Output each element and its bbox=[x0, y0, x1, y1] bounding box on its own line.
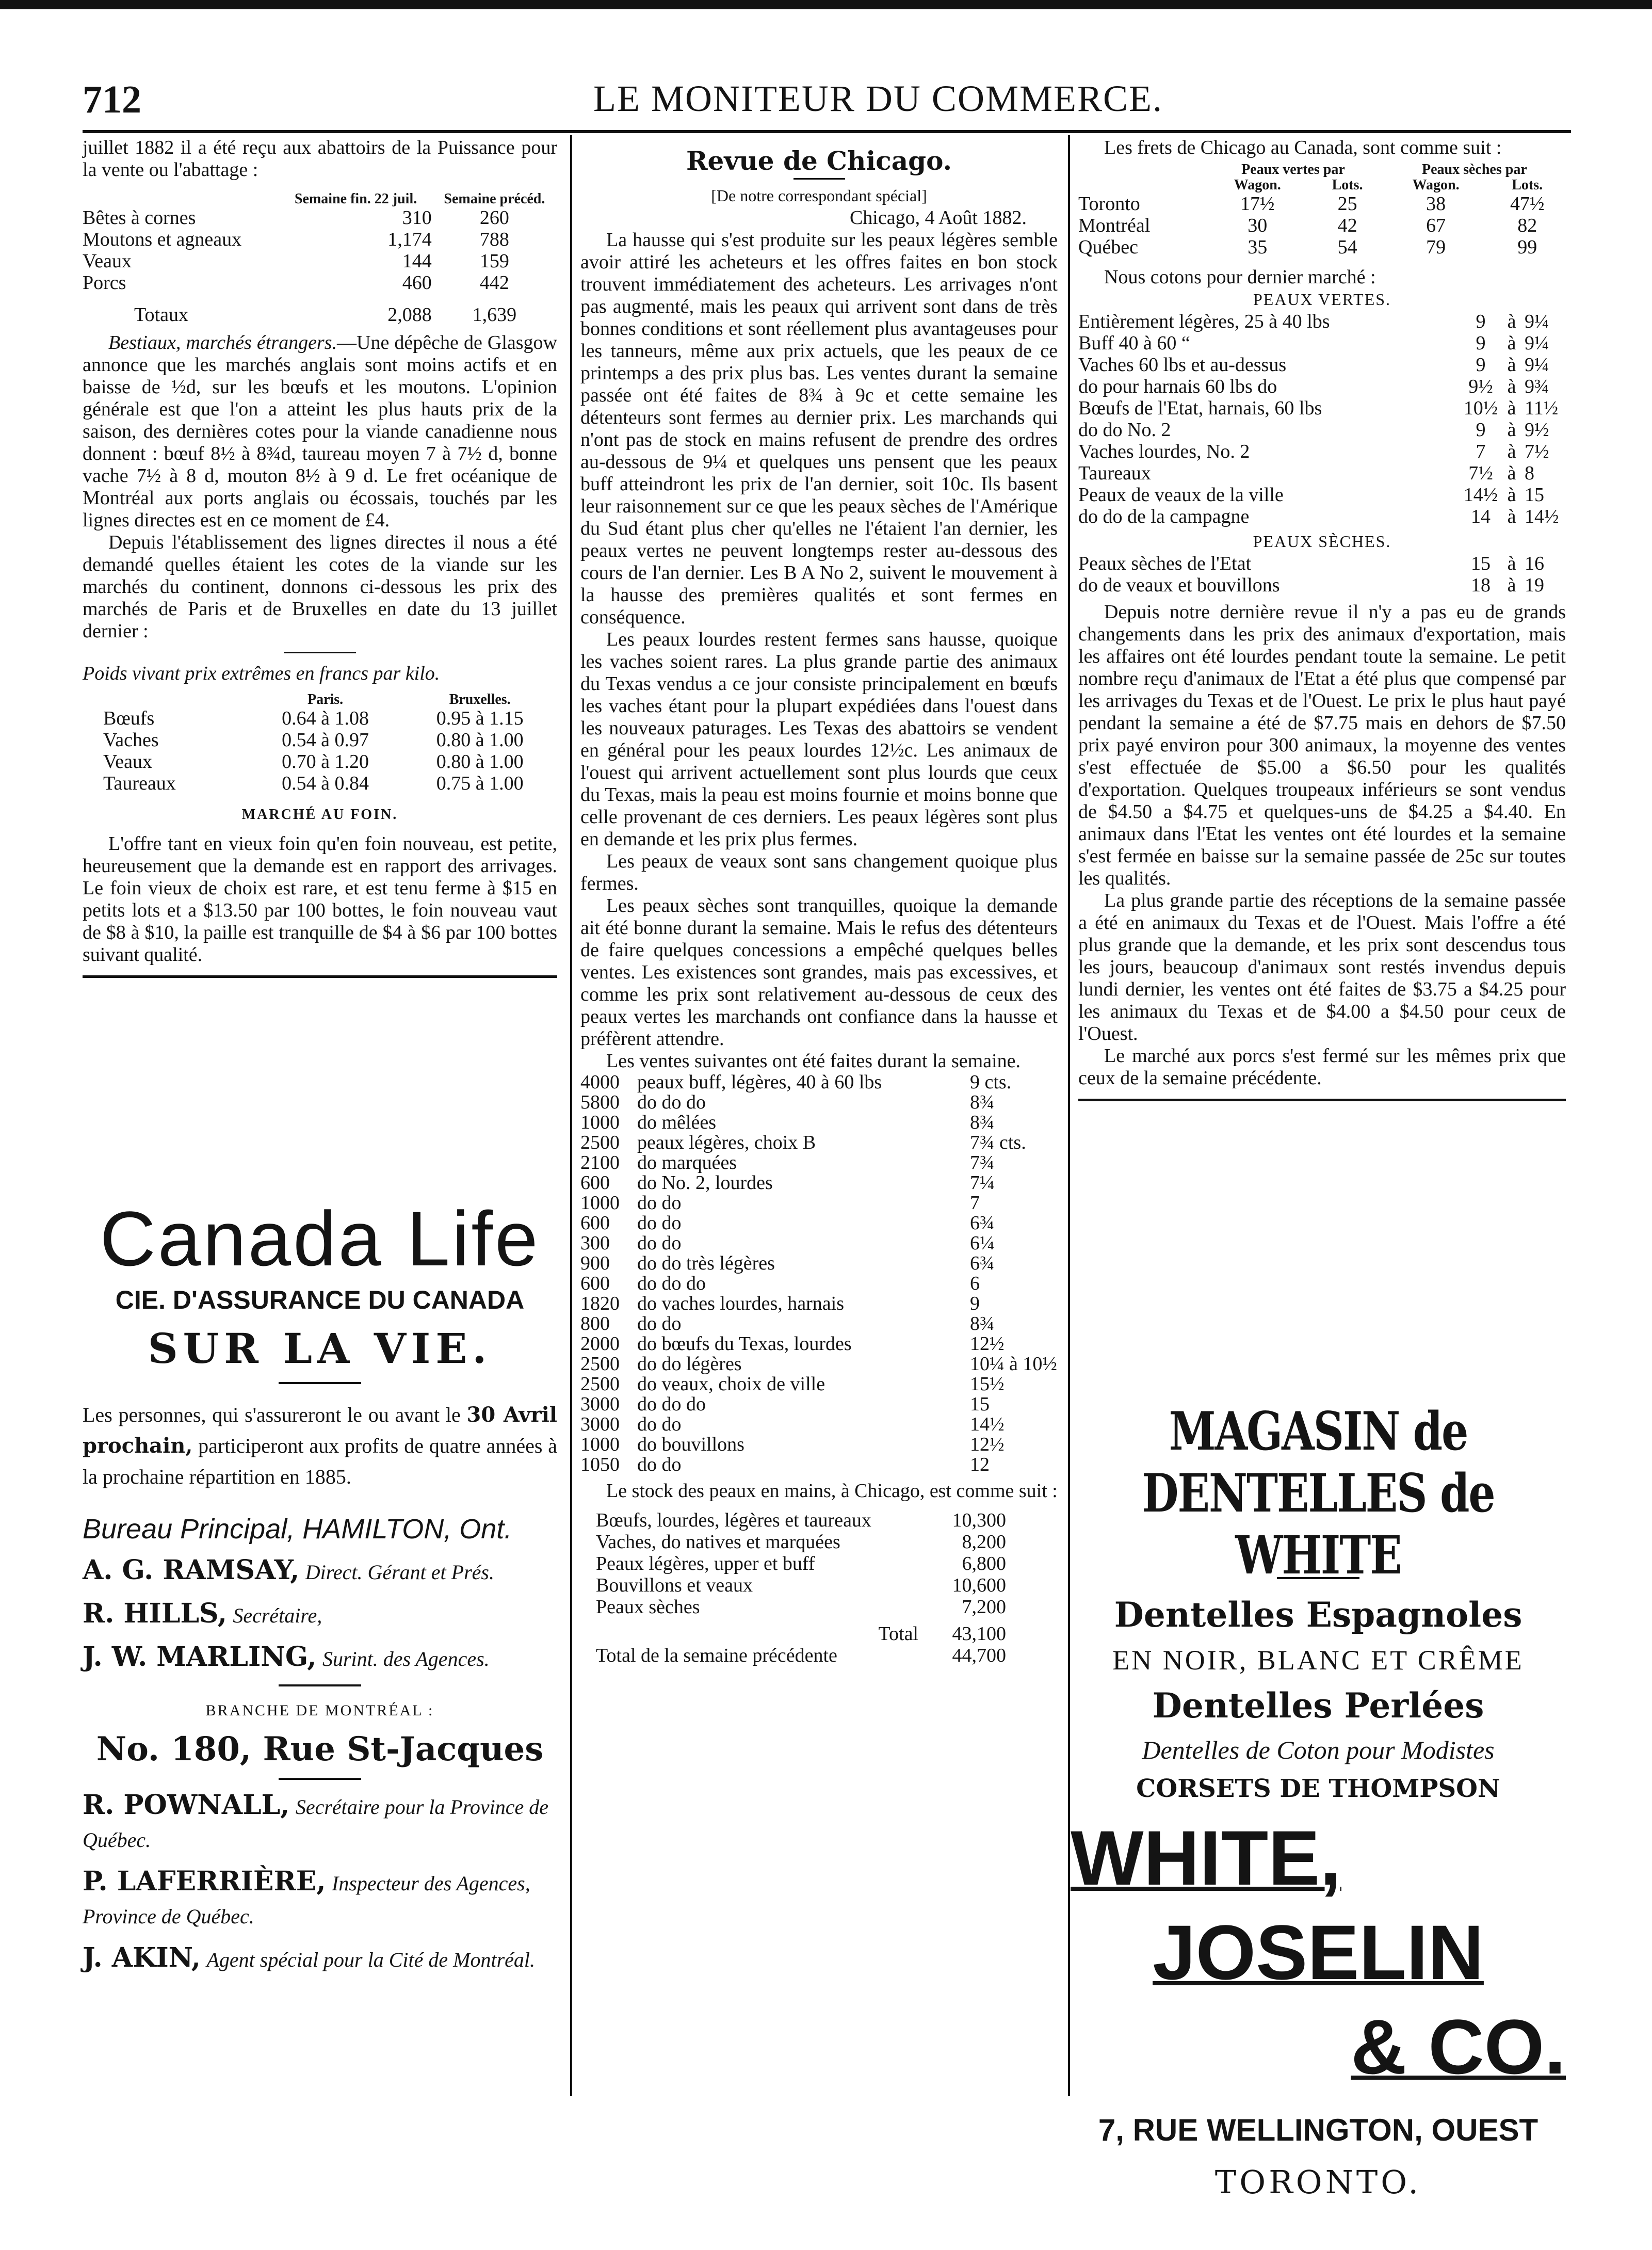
col2-para: La hausse qui s'est produite sur les peaux légères semble avoir attiré les acheteurs et les offres faites en bon stock trouvent immédiatement des acheteurs. Les arrivages n'ont pas augmenté, mais les peaux qui arrivent sont dans de très bonnes conditions et sont réellement plus avantageuses pour les tanneurs, même aux prix actuels, que les peaux de ce printemps a des prix plus bas. Les ventes durant la semaine passée ont été faites de 8¾ à 9c et cette semaine les détenteurs sont fermes au dernier prix. Les marchands qui n'ont pas de stock en mains refusent de prendre des ordres au-dessous de 9¼ et quelques uns pensent que les peaux buff atteindront les prix de l'an dernier, soit 10c. Ils basent leur raisonnement sur ce que les peaux sèches de l'Amérique du Sud étant plus cher qu'elles ne l'étaient l'an dernier, les peaux vertes ne peuvent longtemps rester au-dessous des cours de l'an dernier. Les B A No 2, suivent le mouvement à la hausse des premières qualités et sont fermes en conséquence. bbox=[580, 229, 1058, 628]
table-total-row: Total 43,100 bbox=[878, 1623, 1006, 1645]
table-row: Moutons et agneaux 1,174 788 bbox=[83, 229, 509, 250]
table-row: 1050 do do 12 bbox=[580, 1454, 990, 1475]
col2-para: Les peaux sèches sont tranquilles, quoique la demande ait été bonne durant la semaine. Mais le refus des détenteurs de faire quelques concessions a empêché quelques belles ventes. Les existences sont grandes, mais pas excessives, et comme les prix sont relativement au-dessous de ceux des peaux vertes les marchands ont confiance dans la hausse et préfèrent attendre. bbox=[580, 895, 1058, 1050]
table-row: Peaux sèches 7,200 bbox=[596, 1596, 1006, 1618]
col3-para: La plus grande partie des réceptions de la semaine passée a été en animaux du Texas et de l'Ouest. Mais l'offre a été plus grande que la demande, et les prix sont descendus tous les jours, beaucoup d'animaux sont restés invendus depuis lundi dernier, les ventes ont été faites de $3.75 a $4.25 pour les animaux du Texas et de $4.00 a $4.50 pour ceux de l'Ouest. bbox=[1078, 890, 1566, 1044]
range-separator: à bbox=[1507, 462, 1516, 484]
table-row: 1000 do do 7 bbox=[580, 1192, 980, 1214]
table-row: Porcs 460 442 bbox=[83, 272, 509, 294]
table-row: 1820 do vaches lourdes, harnais 9 bbox=[580, 1293, 980, 1314]
ad-white-line: Dentelles Perlées bbox=[1152, 1685, 1484, 1726]
price-table bbox=[83, 692, 557, 794]
table-row: 600 do do do 6 bbox=[580, 1273, 980, 1294]
ad-white-line: Dentelles de Coton pour Modistes bbox=[1142, 1735, 1495, 1764]
ad-canada-subtitle: CIE. D'ASSURANCE DU CANADA bbox=[115, 1285, 525, 1314]
range-separator: à bbox=[1507, 332, 1516, 354]
table-row: Peaux légères, upper et buff 6,800 bbox=[596, 1553, 1006, 1574]
table-row: 2000 do bœufs du Texas, lourdes 12½ bbox=[580, 1333, 1005, 1355]
ad-canada-branch: BRANCHE DE MONTRÉAL : bbox=[205, 1702, 434, 1719]
table-row: Peaux de veaux de la ville 14½ à 15 bbox=[1078, 484, 1544, 506]
ad-white-address: 7, RUE WELLINGTON, OUEST bbox=[1098, 2113, 1538, 2147]
range-separator: à bbox=[1507, 376, 1516, 397]
page-number: 712 bbox=[83, 78, 141, 121]
vertes-title: PEAUX VERTES. bbox=[1253, 290, 1391, 309]
ad-divider bbox=[279, 1684, 361, 1686]
col2-para: Les ventes suivantes ont été faites durant la semaine. bbox=[606, 1050, 1021, 1072]
frets-table: Peaux vertes par Peaux sèches par Wagon. Lots. Wagon. Lots. Toronto 17½ 25 38 47½ Montréal 30 42 67 82 Québec 35 54 79 99 bbox=[1078, 162, 1566, 258]
header-rule bbox=[83, 130, 1571, 133]
range-separator: à bbox=[1507, 574, 1516, 596]
table-row: Buff 40 à 60 “ 9 à 9¼ bbox=[1078, 332, 1549, 354]
column-2 bbox=[580, 146, 1058, 1666]
stock-table bbox=[83, 191, 557, 326]
seches-title: PEAUX SÈCHES. bbox=[1253, 532, 1391, 551]
frets-header-seches: Peaux sèches par bbox=[1422, 162, 1527, 178]
table-row: do de veaux et bouvillons 18 à 19 bbox=[1078, 574, 1544, 596]
col3-divider bbox=[1078, 1099, 1566, 1101]
table-row: Vaches lourdes, No. 2 7 à 7½ bbox=[1078, 441, 1549, 462]
ad-canada-subtitle2: SUR LA VIE. bbox=[148, 1324, 492, 1373]
ad-white-line: EN NOIR, BLANC ET CRÊME bbox=[1112, 1645, 1524, 1676]
range-separator: à bbox=[1507, 419, 1516, 441]
table-row: 2500 peaux légères, choix B 7¾ cts. bbox=[580, 1132, 1026, 1153]
stock-header-current: Semaine fin. 22 juil. bbox=[294, 191, 417, 207]
ad-person: R. HILLS, Secrétaire, bbox=[83, 1598, 322, 1629]
table-row: Bouvillons et veaux 10,600 bbox=[596, 1574, 1006, 1596]
short-divider bbox=[284, 652, 356, 653]
price-title: Poids vivant prix extrêmes en francs par kilo. bbox=[83, 663, 440, 684]
table-row: Bêtes à cornes 310 260 bbox=[83, 207, 509, 229]
hides-stock-table bbox=[580, 1509, 1058, 1618]
table-row: Bœufs 0.64 à 1.08 0.95 à 1.15 bbox=[103, 708, 524, 729]
ad-person: J. W. MARLING, Surint. des Agences. bbox=[83, 1641, 490, 1673]
ad-person: A. G. RAMSAY, Direct. Gérant et Prés. bbox=[83, 1554, 494, 1586]
table-row: Vaches 0.54 à 0.97 0.80 à 1.00 bbox=[103, 729, 524, 751]
col2-para: Les peaux lourdes restent fermes sans hausse, quoique les vaches soient rares. La plus grande partie des animaux du Texas vendus a ce jour consiste principalement en bœufs les vaches étant pour la plupart expédiées dans l'ouest dans les nouveaux paturages. Les Texas des abattoirs se vendent en général pour les peaux lourdes 12½c. Les animaux de l'ouest qui arrivent actuellement sont plus lourds que ceux du Texas, mais la peau est moins fournie et moins bonne que celle provenant de ces derniers. Les peaux légères sont plus en demande et les prix plus fermes. bbox=[580, 629, 1058, 850]
sales-table bbox=[580, 1072, 1058, 1475]
range-separator: à bbox=[1507, 553, 1516, 574]
table-row: Vaches, do natives et marquées 8,200 bbox=[596, 1531, 1006, 1553]
table-row: 900 do do très légères 6¾ bbox=[580, 1252, 995, 1274]
ad-white-name: & CO. bbox=[1351, 2003, 1566, 2090]
table-row: Québec 35 54 79 99 bbox=[1078, 236, 1537, 258]
top-border bbox=[0, 0, 1652, 9]
range-separator: à bbox=[1507, 311, 1516, 332]
table-row: 4000 peaux buff, légères, 40 à 60 lbs 9 cts. bbox=[580, 1071, 1012, 1093]
ad-white-name: JOSELIN bbox=[1153, 1909, 1484, 1996]
col1-para-1: Bestiaux, marchés étrangers.—Une dépêche de Glasgow annonce que les marchés anglais sont moins actifs et en baisse de ½d, sur les bœufs et les moutons. L'opinion générale est que l'on a atteint les plus hauts prix de la saison, des dernières cotes pour la viande canadienne nous donnent : bœuf 8½ à 8¾d, taureau moyen 7 à 7½ d, bonne vache 7½ à 8 d, mouton 8½ à 9 d. Le fret océanique de Montréal aux ports anglais ou écossais, touchés par les lignes directes est en ce moment de £4. bbox=[83, 332, 557, 531]
stock-intro: Le stock des peaux en mains, à Chicago, est comme suit : bbox=[606, 1480, 1058, 1502]
table-row: 5800 do do do 8¾ bbox=[580, 1091, 995, 1113]
column-rule-1 bbox=[570, 135, 572, 2096]
ad-person: R. POWNALL, Secrétaire pour la Province de Québec. bbox=[83, 1789, 549, 1852]
table-row: Veaux 0.70 à 1.20 0.80 à 1.00 bbox=[103, 751, 524, 773]
col2-para: Les peaux de veaux sont sans changement quoique plus fermes. bbox=[580, 850, 1058, 894]
range-separator: à bbox=[1507, 506, 1516, 527]
table-row: Toronto 17½ 25 38 47½ bbox=[1078, 193, 1545, 215]
table-row: Veaux 144 159 bbox=[83, 250, 509, 272]
ad-person: J. AKIN, Agent spécial pour la Cité de Montréal. bbox=[83, 1942, 536, 1973]
table-row: do do de la campagne 14 à 14½ bbox=[1078, 506, 1559, 527]
table-row: Entièrement légères, 25 à 40 lbs 9 à 9¼ bbox=[1078, 311, 1549, 332]
ad-white-joselin bbox=[1071, 1401, 1566, 2201]
table-row: Taureaux 0.54 à 0.84 0.75 à 1.00 bbox=[103, 773, 524, 794]
col1-para-2: Depuis l'établissement des lignes directes il nous a été demandé quelles étaient les cotes de la viande sur les marchés du continent, donnons ci-dessous les prix des marchés de Paris et de Bruxelles en date du 13 juillet dernier : bbox=[83, 532, 557, 642]
table-row: Bœufs, lourdes, légères et taureaux 10,300 bbox=[596, 1509, 1006, 1531]
ad-divider bbox=[279, 1778, 361, 1780]
ad-person: P. LAFERRIÈRE, Inspecteur des Agences, Province de Québec. bbox=[83, 1866, 530, 1928]
table-row: 3000 do do do 15 bbox=[580, 1393, 990, 1415]
article-title: Revue de Chicago. bbox=[686, 146, 952, 176]
article-byline: [De notre correspondant spécial] bbox=[711, 186, 927, 205]
table-row: 300 do do 6¼ bbox=[580, 1232, 995, 1254]
range-separator: à bbox=[1507, 441, 1516, 462]
stock-header-previous: Semaine précéd. bbox=[444, 191, 545, 207]
col3-para: Depuis notre dernière revue il n'y a pas eu de grands changements dans les prix des animaux d'exportation, mais les affaires ont été lourdes pendant toute la semaine. Le petit nombre reçu d'animaux de l'Etat a été plus que compensé par les arrivages du Texas et de l'Ouest. Le prix le plus haut payé pendant la semaine a été de $7.75 mais en dehors de $7.50 prix payé environ pour 300 animaux, la moyenne des ventes s'est effectuée de $5.00 a $6.50 pour les qualités d'exportation. Quelques troupeaux inférieurs se sont vendus de $4.50 a $4.75 et quelques-uns de $4.25 a $4.40. En animaux dans l'Etat les ventes ont été lourdes et la semaine s'est fermée en baisse sur la semaine passée de 25c sur toutes les qualités. bbox=[1078, 601, 1566, 889]
column-rule-2 bbox=[1068, 135, 1070, 2096]
ad-canada-bureau: Bureau Principal, HAMILTON, Ont. bbox=[83, 1514, 512, 1545]
table-row: 1000 do bouvillons 12½ bbox=[580, 1434, 1005, 1455]
table-row: 2100 do marquées 7¾ bbox=[580, 1152, 995, 1174]
frets-intro: Les frets de Chicago au Canada, sont comme suit : bbox=[1104, 137, 1502, 158]
table-row: do do No. 2 9 à 9½ bbox=[1078, 419, 1549, 441]
table-row: Bœufs de l'Etat, harnais, 60 lbs 10½ à 11½ bbox=[1078, 397, 1559, 419]
table-row: Vaches 60 lbs et au-dessus 9 à 9¼ bbox=[1078, 354, 1549, 376]
frets-header-vertes: Peaux vertes par bbox=[1241, 162, 1345, 178]
ad-canada-address: No. 180, Rue St-Jacques bbox=[96, 1730, 544, 1769]
table-total-row: Total de la semaine précédente 44,700 bbox=[596, 1645, 1006, 1666]
ad-divider bbox=[279, 1382, 361, 1384]
range-separator: à bbox=[1507, 484, 1516, 506]
column-1 bbox=[83, 137, 557, 987]
table-row: Montréal 30 42 67 82 bbox=[1078, 215, 1537, 236]
title-divider bbox=[793, 178, 845, 180]
col3-para: Le marché aux porcs s'est fermé sur les mêmes prix que ceux de la semaine précédente. bbox=[1078, 1045, 1566, 1089]
ad-white-line: Dentelles Espagnoles bbox=[1114, 1595, 1523, 1635]
table-row: Taureaux 7½ à 8 bbox=[1078, 462, 1534, 484]
ad-canada-text: Les personnes, qui s'assureront le ou avant le 30 Avril prochain, participeront aux profits de quatre années à la prochaine répartition en 1885. bbox=[83, 1403, 557, 1488]
ad-canada-title: Canada Life bbox=[100, 1195, 540, 1282]
table-total-row: Totaux 2,088 1,639 bbox=[134, 304, 517, 326]
column-3 bbox=[1078, 137, 1566, 1111]
table-row: 1000 do mêlées 8¾ bbox=[580, 1112, 995, 1133]
range-separator: à bbox=[1507, 397, 1516, 419]
vertes-table bbox=[1078, 311, 1566, 527]
price-header-paris: Paris. bbox=[307, 692, 344, 708]
col1-divider bbox=[83, 975, 557, 978]
ad-white-city: TORONTO. bbox=[1214, 2163, 1422, 2201]
foin-title: MARCHÉ AU FOIN. bbox=[241, 807, 398, 823]
cotons-line: Nous cotons pour dernier marché : bbox=[1104, 266, 1376, 288]
table-row: 600 do No. 2, lourdes 7¼ bbox=[580, 1172, 995, 1194]
ad-white-name: WHITE, bbox=[1071, 1814, 1341, 1901]
table-row: 800 do do 8¾ bbox=[580, 1313, 995, 1335]
journal-title: LE MONITEUR DU COMMERCE. bbox=[593, 78, 1163, 119]
range-separator: à bbox=[1507, 354, 1516, 376]
page-header bbox=[0, 77, 1652, 134]
ad-white-magasin: MAGASIN de DENTELLES de WHITE bbox=[1142, 1401, 1495, 1586]
hides-total-table bbox=[580, 1623, 1058, 1666]
ad-canada-life bbox=[83, 1197, 557, 1976]
table-row: 600 do do 6¾ bbox=[580, 1212, 995, 1234]
col1-intro: juillet 1882 il a été reçu aux abattoirs de la Puissance pour la vente ou l'abattage : bbox=[83, 137, 557, 181]
table-row: 2500 do do légères 10¼ à 10½ bbox=[580, 1353, 1057, 1375]
foin-para: L'offre tant en vieux foin qu'en foin nouveau, est petite, heureusement que la demande est en rapport des arrivages. Le foin vieux de choix est rare, et est tenu ferme à $15 en petits lots et a $13.50 par 100 bottes, le foin nouveau vaut de $8 à $10, la paille est tranquille de $4 à $6 par 100 bottes suivant qualité. bbox=[83, 833, 557, 966]
price-header-bruxelles: Bruxelles. bbox=[449, 692, 511, 708]
table-row: Peaux sèches de l'Etat 15 à 16 bbox=[1078, 553, 1544, 574]
ad-white-line: CORSETS DE THOMPSON bbox=[1136, 1774, 1500, 1803]
table-row: 2500 do veaux, choix de ville 15½ bbox=[580, 1373, 1005, 1395]
table-row: 3000 do do 14½ bbox=[580, 1413, 1005, 1435]
seches-table bbox=[1078, 553, 1566, 596]
table-row: do pour harnais 60 lbs do 9½ à 9¾ bbox=[1078, 376, 1549, 397]
article-dateline: Chicago, 4 Août 1882. bbox=[849, 207, 1027, 229]
